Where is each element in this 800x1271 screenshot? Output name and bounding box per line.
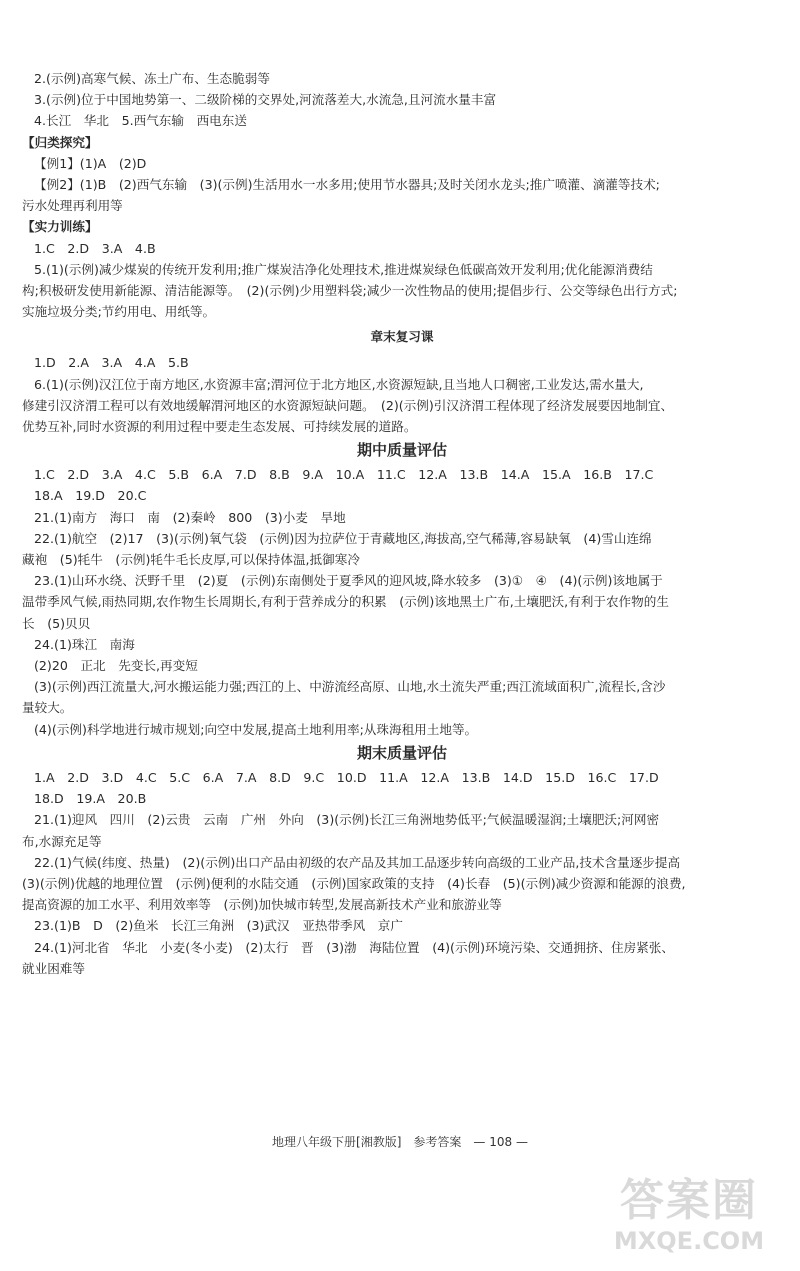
answer-line: (2)20 正北 先变长,再变短 [34,658,198,674]
answer-line: 4.长江 华北 5.西气东输 西电东送 [34,113,247,129]
watermark-text-bottom: MXQE.COM [613,1227,765,1255]
answer-line: 2.(示例)高寒气候、冻土广布、生态脆弱等 [34,71,270,86]
answer-line: 【例2】(1)B (2)西气东输 (3)(示例)生活用水一水多用;使用节水器具;及时关闭水龙头;推广喷灌、滴灌等技术; [34,177,660,193]
answer-line: 5.(1)(示例)减少煤炭的传统开发利用;推广煤炭洁净化处理技术,推进煤炭绿色低碳高效开发利用;优化能源消费结 [34,261,653,277]
answer-line: (4)(示例)科学地进行城市规划;向空中发展,提高土地利用率;从珠海租用土地等。 [34,721,478,737]
answer-line: 21.(1)南方 海口 南 (2)秦岭 800 (3)小麦 旱地 [34,509,346,525]
answer-line: 长 (5)贝贝 [22,615,91,631]
watermark-logo [594,1176,784,1266]
answer-line: 藏袍 (5)牦牛 (示例)牦牛毛长皮厚,可以保持体温,抵御寒冷 [22,552,360,568]
chapter-title: 章末复习课 [370,329,434,345]
answer-line: 24.(1)河北省 华北 小麦(冬小麦) (2)太行 晋 (3)渤 海陆位置 (4)(示例)环境污染、交通拥挤、住房紧张、 [34,939,674,955]
answer-line: 就业困难等 [22,960,85,976]
section-heading: 【归类探究】 [22,134,98,150]
answer-line: 1.C 2.D 3.A 4.B [34,240,156,256]
answer-line: 21.(1)迎风 四川 (2)云贵 云南 广州 外向 (3)(示例)长江三角洲地势低平;气候温暖湿润;土壤肥沃;河网密 [34,812,660,828]
watermark-text-top: 答案圈 [620,1175,758,1226]
answer-content [22,68,782,979]
answer-line: 污水处理再利用等 [22,198,123,214]
answer-line: 18.D 19.A 20.B [34,791,147,807]
answer-line: 23.(1)山环水绕、沃野千里 (2)夏 (示例)东南侧处于夏季风的迎风坡,降水较多 (3)① ④ (4)(示例)该地属于 [34,573,663,589]
answer-line: 实施垃圾分类;节约用电、用纸等。 [22,304,216,320]
answer-line: 1.A 2.D 3.D 4.C 5.C 6.A 7.A 8.D 9.C 10.D 11.A 12.A 13.B 14.D 15.D 16.C 17.D [34,769,659,785]
answer-line: 布,水源充足等 [22,833,102,849]
answer-line: 3.(示例)位于中国地势第一、二级阶梯的交界处,河流落差大,水流急,且河流水量丰富 [34,92,497,108]
answer-line: 修建引汉济渭工程可以有效地缓解渭河地区的水资源短缺问题。 (2)(示例)引汉济渭工程体现了经济发展要因地制宜、 [22,397,674,413]
answer-line: 构;积极研发使用新能源、清洁能源等。 (2)(示例)少用塑料袋;减少一次性物品的使用;提倡步行、公交等绿色出行方式; [22,283,678,299]
answer-line: 6.(1)(示例)汉江位于南方地区,水资源丰富;渭河位于北方地区,水资源短缺,且当地人口稠密,工业发达,需水量大, [34,376,644,392]
answer-line: 24.(1)珠江 南海 [34,636,135,652]
chapter-title: 期中质量评估 [356,441,447,460]
page-footer: 地理八年级下册[湘教版] 参考答案 — 108 — [272,1135,528,1149]
answer-line: 18.A 19.D 20.C [34,488,147,504]
answer-line: 提高资源的加工水平、利用效率等 (示例)加快城市转型,发展高新技术产业和旅游业等 [22,897,502,913]
answer-line: 1.D 2.A 3.A 4.A 5.B [34,355,189,371]
answer-line: 22.(1)气候(纬度、热量) (2)(示例)出口产品由初级的农产品及其加工品逐步转向高级的工业产品,技术含量逐步提高 [34,854,681,870]
answer-line: 22.(1)航空 (2)17 (3)(示例)氧气袋 (示例)因为拉萨位于青藏地区,海拔高,空气稀薄,容易缺氧 (4)雪山连绵 [34,530,652,546]
answer-line: 优势互补,同时水资源的利用过程中要走生态发展、可持续发展的道路。 [22,419,417,435]
answer-line: (3)(示例)西江流量大,河水搬运能力强;西江的上、中游流经高原、山地,水土流失严重;西江流域面积广,流程长,含沙 [34,679,666,695]
answer-line: 量较大。 [22,700,73,716]
answer-line: (3)(示例)优越的地理位置 (示例)便利的水陆交通 (示例)国家政策的支持 (4)长春 (5)(示例)减少资源和能源的浪费, [22,875,686,891]
answer-line: 1.C 2.D 3.A 4.C 5.B 6.A 7.D 8.B 9.A 10.A 11.C 12.A 13.B 14.A 15.A 16.B 17.C [34,467,654,483]
answer-line: 23.(1)B D (2)鱼米 长江三角洲 (3)武汉 亚热带季风 京广 [34,918,403,934]
answer-line: 温带季风气候,雨热同期,农作物生长周期长,有利于营养成分的积累 (示例)该地黑土广布,土壤肥沃,有利于农作物的生 [22,594,669,610]
answer-line: 【例1】(1)A (2)D [34,155,147,171]
section-heading: 【实力训练】 [22,219,98,235]
chapter-title: 期末质量评估 [356,743,447,762]
